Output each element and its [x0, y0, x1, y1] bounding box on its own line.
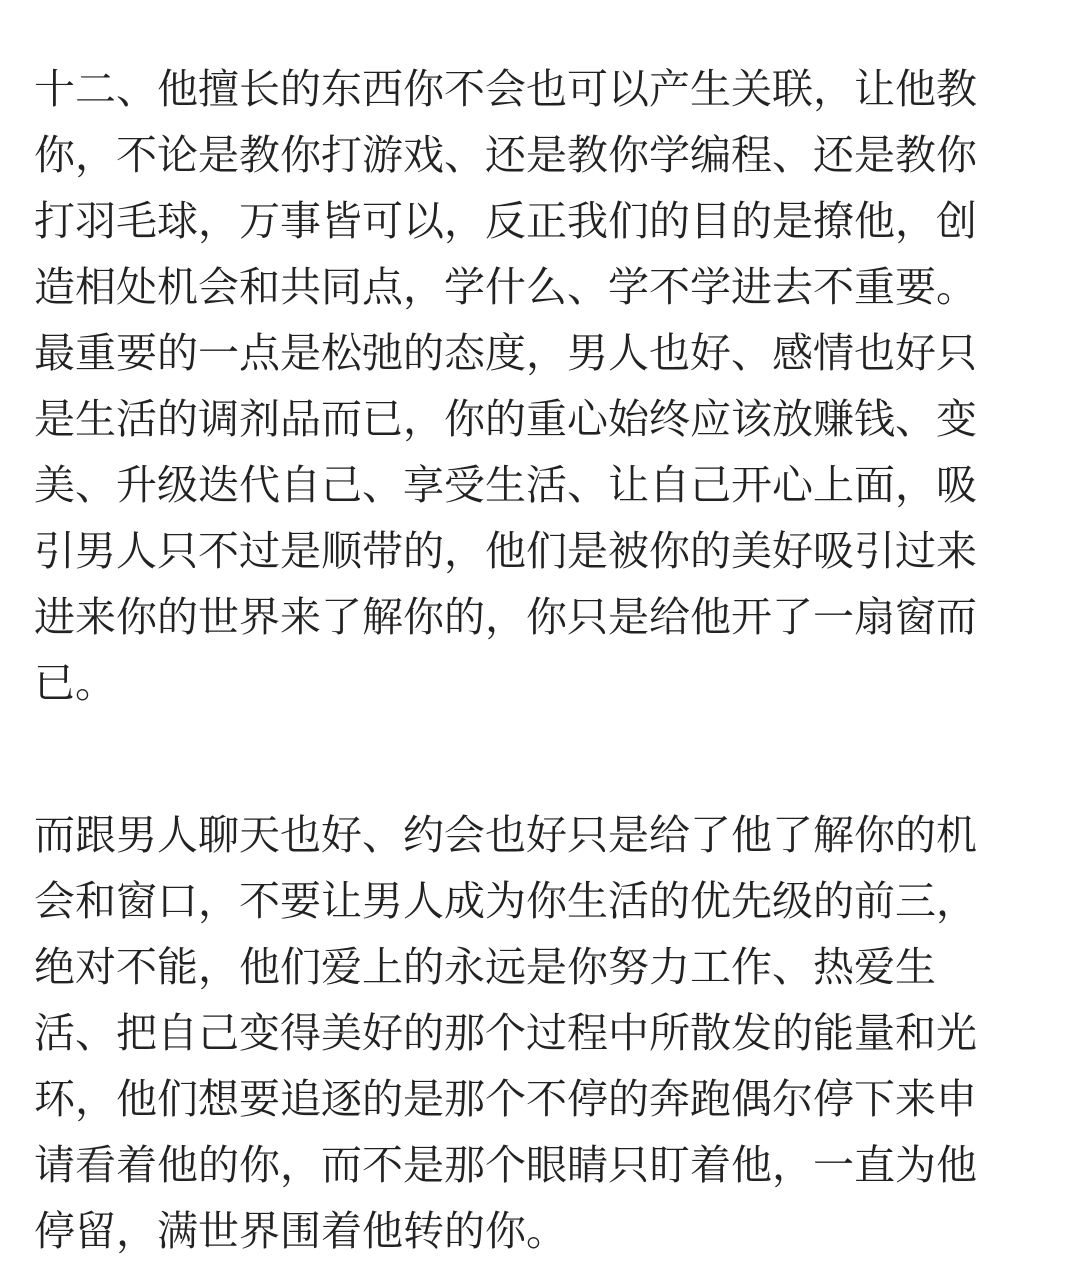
text-line: 停留，满世界围着他转的你。	[34, 1207, 567, 1255]
paragraph-2	[34, 802, 1054, 1264]
text-line: 活、把自己变得美好的那个过程中所散发的能量和光	[34, 1009, 977, 1057]
text-line: 进来你的世界来了解你的，你只是给他开了一扇窗而	[34, 593, 977, 641]
text-line: 绝对不能，他们爱上的永远是你努力工作、热爱生	[34, 943, 936, 991]
text-line: 而跟男人聊天也好、约会也好只是给了他了解你的机	[34, 811, 977, 859]
text-line: 十二、他擅长的东西你不会也可以产生关联，让他教	[34, 65, 977, 113]
text-line: 环，他们想要追逐的是那个不停的奔跑偶尔停下来申	[34, 1075, 977, 1123]
text-line: 最重要的一点是松弛的态度，男人也好、感情也好只	[34, 329, 977, 377]
text-line: 请看着他的你，而不是那个眼睛只盯着他，一直为他	[34, 1141, 977, 1189]
text-line: 已。	[34, 659, 116, 707]
paragraph-1	[34, 56, 1054, 716]
text-line: 打羽毛球，万事皆可以，反正我们的目的是撩他，创	[34, 197, 977, 245]
text-line: 是生活的调剂品而已，你的重心始终应该放赚钱、变	[34, 395, 977, 443]
text-line: 你，不论是教你打游戏、还是教你学编程、还是教你	[34, 131, 977, 179]
text-line: 美、升级迭代自己、享受生活、让自己开心上面，吸	[34, 461, 977, 509]
text-line: 造相处机会和共同点，学什么、学不学进去不重要。	[34, 263, 977, 311]
text-line: 会和窗口，不要让男人成为你生活的优先级的前三，	[34, 877, 977, 925]
text-line: 引男人只不过是顺带的，他们是被你的美好吸引过来	[34, 527, 977, 575]
